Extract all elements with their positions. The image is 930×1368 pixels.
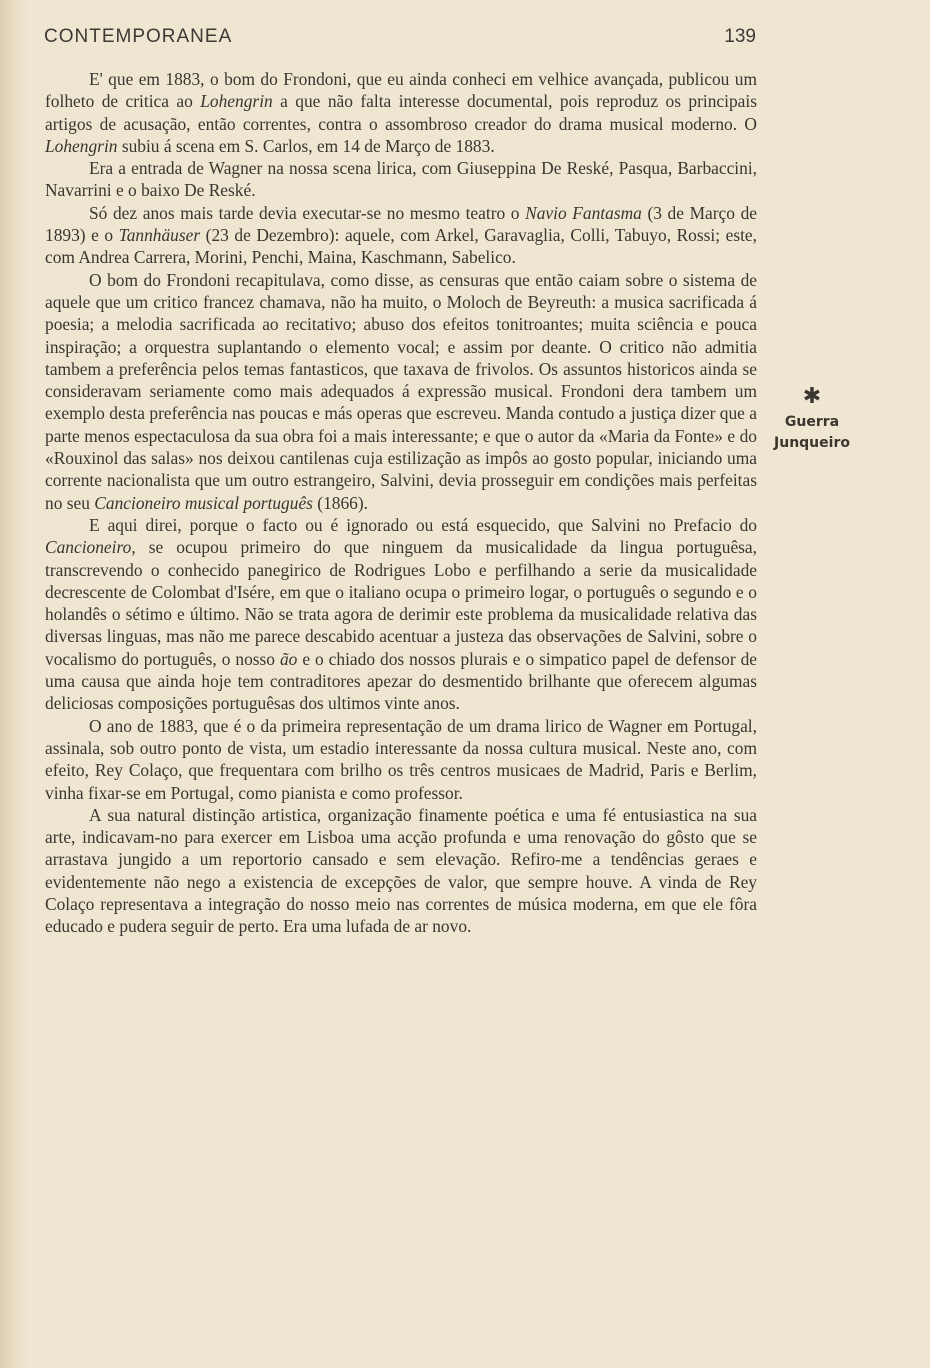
- text-run: A sua natural distinção artistica, organização finamente poética e uma fé entusiastica na sua arte, indicavam-no para exercer em Lisboa uma acção profunda e uma renovação do gôsto que se arrastava jungido a um reportorio cansado e sem elevação. Refiro-me a tendências geraes e evidentemente não nego a existencia de excepções de valor, que sempre houve. A vinda de Rey Colaço representava a integração do nosso meio nas correntes de música moderna, em que ele fôra educado e pudera seguir de perto. Era uma lufada de ar novo.: [45, 804, 757, 937]
- paragraph: [45, 715, 757, 804]
- italic-title: Cancioneiro: [45, 537, 132, 558]
- running-head: CONTEMPORANEA: [44, 26, 233, 47]
- text-run: , se ocupou primeiro do que ninguem da musicalidade da lingua portuguêsa, transcrevendo o conhecido panegirico de Rodrigues Lobo e perfilhando a serie da musicalidade decrescente de Colombat d'Isére, em que o italiano ocupa o primeiro logar, o português o segundo e o holandês o sétimo e último. Não se trata agora de derimir este problema da musicalidade relativa das diversas linguas, mas não me parece descabido acentuar a justeza das observações de Salvini, sobre o vocalismo do português, o nosso: [45, 537, 757, 669]
- text-run: subiu á scena em S. Carlos, em 14 de Março de 1883.: [117, 135, 495, 156]
- paragraph: [45, 804, 757, 938]
- paragraph: [45, 68, 757, 157]
- paragraph: [45, 202, 757, 269]
- asterisk-icon: ✱: [802, 384, 822, 409]
- margin-note: [772, 384, 852, 454]
- page-number: 139: [724, 26, 756, 47]
- text-run: a que não falta interesse documental, pois reproduz os principais artigos de acusação, então correntes, contra o assombroso creador do drama musical moderno. O: [45, 91, 757, 134]
- paragraph: [45, 269, 757, 514]
- text-run: (3 de Março de 1893) e o: [45, 202, 757, 246]
- margin-author-last: Junqueiro: [774, 435, 850, 451]
- paragraph: [45, 514, 757, 715]
- body-text: [45, 68, 757, 938]
- italic-title: Tannhäuser: [118, 225, 201, 246]
- italic-title: Lohengrin: [200, 91, 273, 112]
- text-run: Era a entrada de Wagner na nossa scena lirica, com Giuseppina De Reské, Pasqua, Barbaccini, Navarrini e o baixo De Reské.: [45, 158, 757, 201]
- page-header: [44, 26, 756, 52]
- paragraph: [45, 157, 757, 202]
- italic-title: ão: [279, 648, 298, 669]
- text-run: (23 de Dezembro): aquele, com Arkel, Garavaglia, Colli, Tabuyo, Rossi; este, com Andrea Carrera, Morini, Penchi, Maina, Kaschmann, Sabelico.: [45, 225, 758, 268]
- text-run: E' que em 1883, o bom do Frondoni, que eu ainda conheci em velhice avançada, publicou um folheto de critica ao: [45, 69, 757, 112]
- text-run: Só dez anos mais tarde devia executar-se no mesmo teatro o: [89, 202, 526, 223]
- margin-author-first: Guerra: [784, 414, 840, 430]
- text-run: e o chiado dos nossos plurais e o simpatico papel de defensor de uma causa que ainda hoje tem contraditores apezar do desmentido brilhante que oferecem algumas deliciosas composições portuguêsas dos ultimos vinte anos.: [45, 648, 757, 714]
- text-run: E aqui direi, porque o facto ou é ignorado ou está esquecido, que Salvini no Prefacio do: [89, 514, 757, 535]
- text-run: O bom do Frondoni recapitulava, como disse, as censuras que então caiam sobre o sistema de aquele que um critico francez chamava, não ha muito, o Moloch de Beyreuth: a musica sacrificada á poesia; a melodia sacrificada ao recitativo; abuso dos efeitos tonitroantes; muita sciência e pouca inspiração; a orquestra suplantando o elemento vocal; e assim por deante. O critico não admitia tambem a preferência pelos temas fantasticos, que taxava de frivolos. Os assuntos historicos ainda se consideravam seriamente como mais adequados á expressão musical. Frondoni dera tambem um exemplo desta preferência nas poucas e más operas que escreveu. Manda contudo a justiça dizer que a parte menos espectaculosa da sua obra foi a mais interessante; e que o autor da «Maria da Fonte» e do «Rouxinol das salas» nos deixou cantilenas cuja estilização as impôs ao gosto popular, iniciando uma corrente nacionalista que um outro estrangeiro, Salvini, devia prosseguir em condições mais perfeitas no seu: [45, 269, 757, 513]
- italic-title: Cancioneiro musical português: [94, 492, 313, 513]
- italic-title: Lohengrin: [45, 135, 118, 156]
- text-run: (1866).: [312, 492, 369, 513]
- text-run: O ano de 1883, que é o da primeira representação de um drama lirico de Wagner em Portugal, assinala, sob outro ponto de vista, um estadio interessante da nossa cultura musical. Neste ano, com efeito, Rey Colaço, que frequentara com brilho os três centros musicaes de Madrid, Paris e Berlim, vinha fixar-se em Portugal, como pianista e como professor.: [45, 715, 757, 803]
- italic-title: Navio Fantasma: [525, 202, 642, 223]
